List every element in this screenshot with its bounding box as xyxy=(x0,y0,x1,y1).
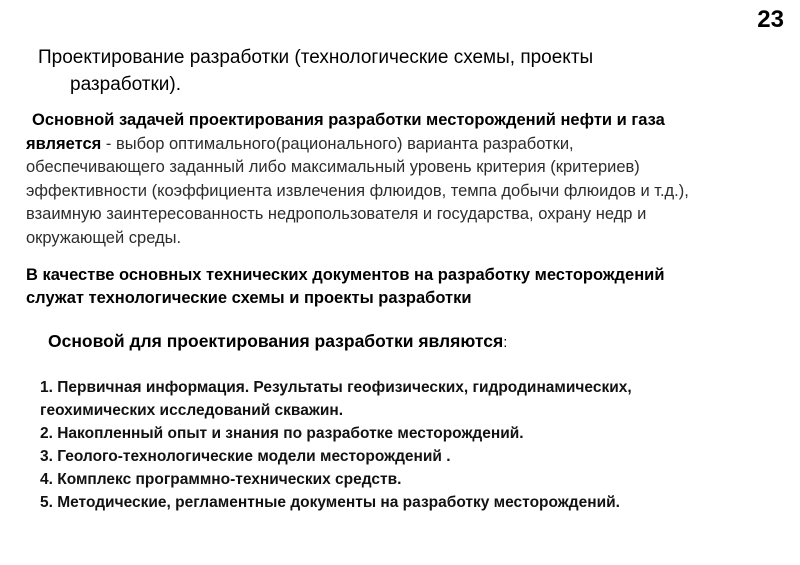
basis-list-item: 4. Комплекс программно-технических средств. xyxy=(40,471,402,488)
main-task-text-1: - выбор оптимального(рационального) варианта разработки, xyxy=(101,134,574,153)
basis-heading-colon: : xyxy=(503,334,508,351)
main-task-text-2: обеспечивающего заданный либо максимальный уровень критерия (критериев) xyxy=(26,158,640,176)
basis-list-item: 1. Первичная информация. Результаты геофизических, гидродинамических, xyxy=(40,379,632,396)
slide-title xyxy=(38,44,758,98)
basis-heading-text: Основой для проектирования разработки являются xyxy=(48,331,504,351)
title-line-2: разработки). xyxy=(70,74,182,95)
page-number: 23 xyxy=(757,6,784,33)
technical-documents-line-1: В качестве основных технических документов на разработку месторождений xyxy=(26,266,665,284)
main-task-text-5: окружающей среды. xyxy=(26,228,182,247)
basis-list-item: 5. Методические, регламентные документы на разработку месторождений. xyxy=(40,494,620,511)
technical-documents-paragraph xyxy=(26,264,786,310)
basis-list-item: 3. Геолого-технологические модели месторождений . xyxy=(40,448,451,465)
main-task-text-3: эффективности (коэффициента извлечения флюидов, темпа добычи флюидов и т.д.), xyxy=(26,181,689,200)
main-task-paragraph xyxy=(26,109,786,250)
main-task-bold-lead: Основной задачей проектирования разработки месторождений нефти и газа xyxy=(32,111,665,129)
main-task-bold-verb: является xyxy=(26,134,102,153)
title-line-1: Проектирование разработки (технологические схемы, проекты xyxy=(38,47,594,68)
basis-list-item: геохимических исследований скважин. xyxy=(40,402,344,419)
technical-documents-line-2: служат технологические схемы и проекты разработки xyxy=(26,289,472,307)
basis-list xyxy=(40,376,790,514)
basis-heading xyxy=(48,329,768,355)
main-task-text-4: взаимную заинтересованность недропользователя и государства, охрану недр и xyxy=(26,205,647,223)
basis-list-item: 2. Накопленный опыт и знания по разработке месторождений. xyxy=(40,425,524,442)
